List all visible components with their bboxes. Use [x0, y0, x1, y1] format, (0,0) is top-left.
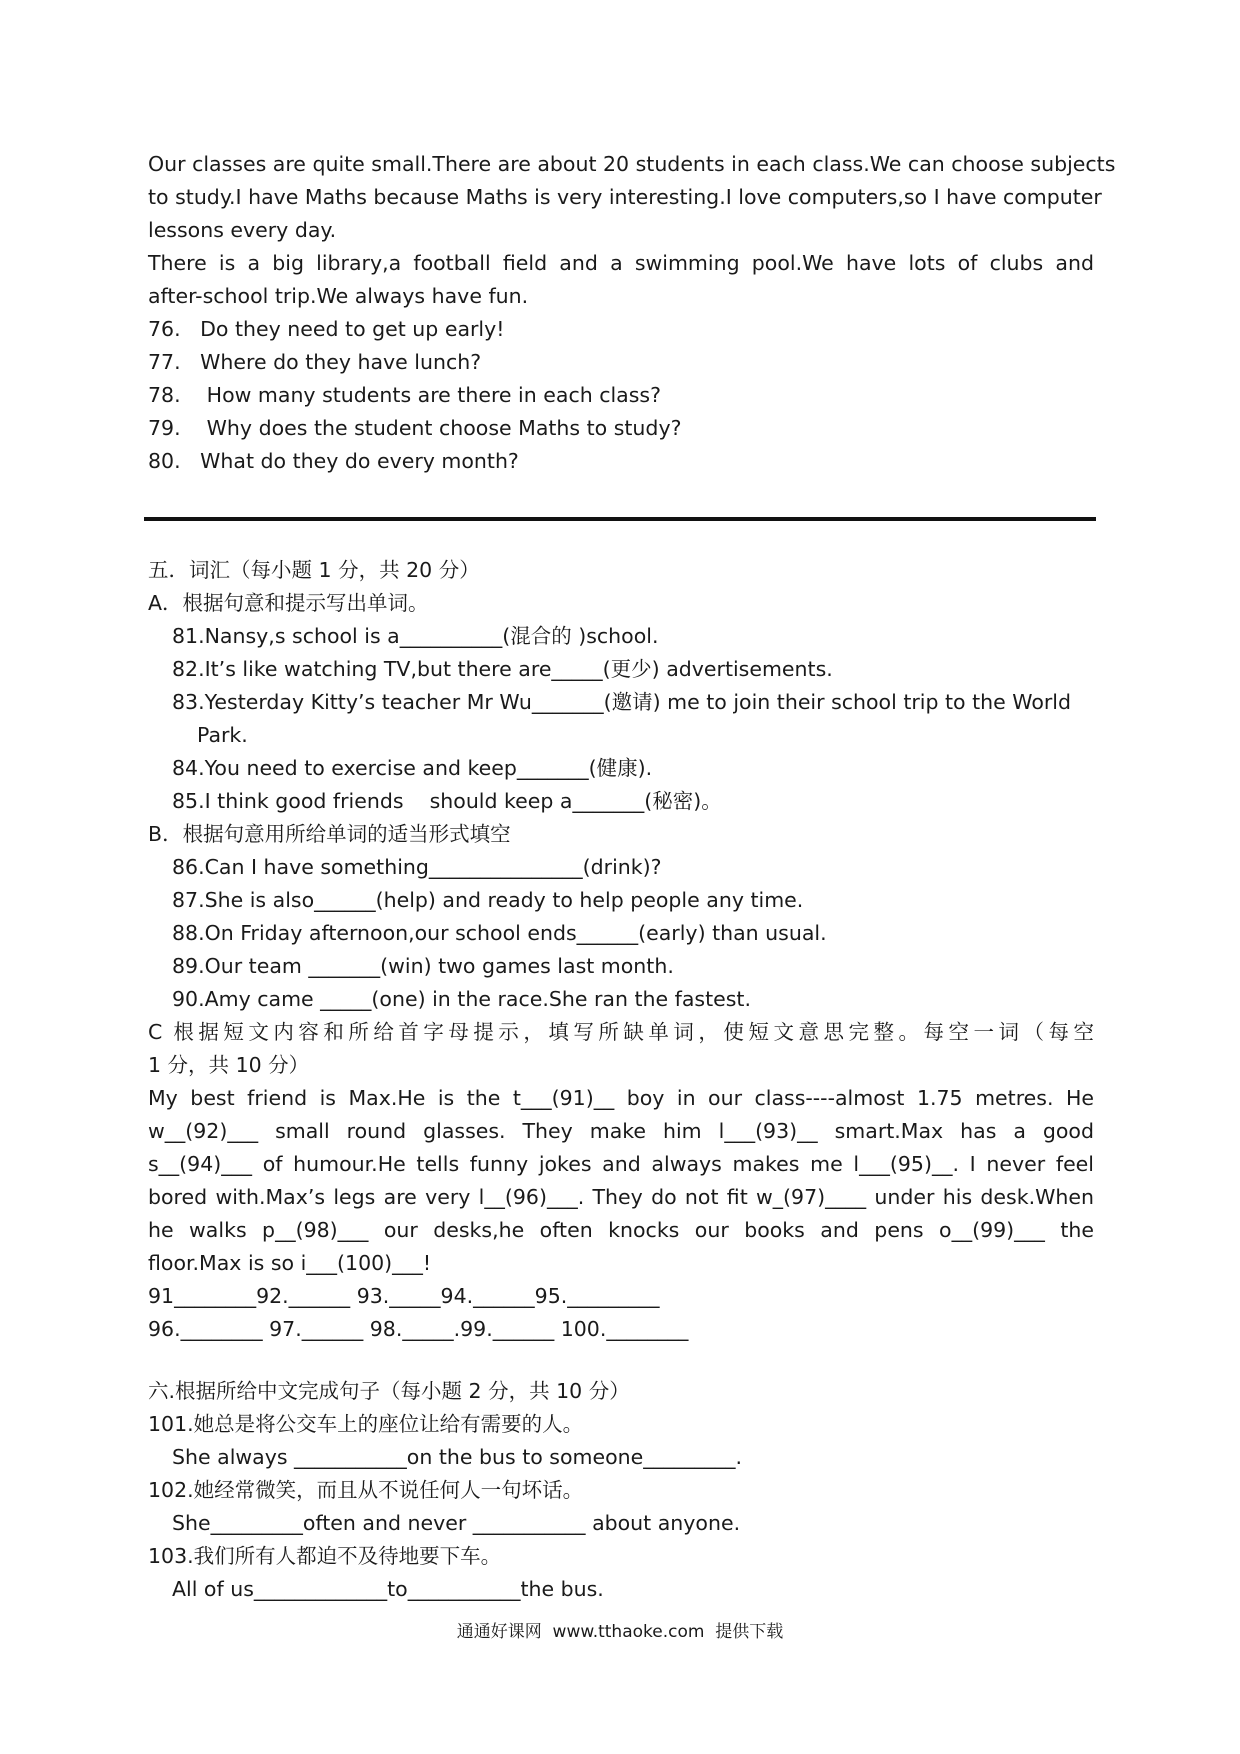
reading-line: There is a big library,a football field and a swimming pool.We have lots of clubs and [148, 251, 1094, 275]
question-76: 76. Do they need to get up early! [148, 317, 505, 341]
item-83: 83.Yesterday Kitty’s teacher Mr Wu_______(邀请) me to join their school trip to the World [172, 690, 1072, 714]
item-102-chinese: 102.她经常微笑，而且从不说任何人一句坏话。 [148, 1478, 584, 1502]
section-6-heading: 六.根据所给中文完成句子（每小题 2 分，共 10 分） [148, 1379, 630, 1403]
item-86: 86.Can I have something_______________(drink)? [172, 855, 662, 879]
item-103-chinese: 103.我们所有人都迫不及待地要下车。 [148, 1544, 502, 1568]
passage-line: floor.Max is so i___(100)___! [148, 1251, 432, 1275]
part-b-title: B．根据句意用所给单词的适当形式填空 [148, 822, 511, 846]
answer-line: 91________92.______ 93._____94.______95._________ [148, 1284, 660, 1308]
item-82: 82.It’s like watching TV,but there are_____(更少) advertisements. [172, 657, 833, 681]
item-84: 84.You need to exercise and keep_______(健康). [172, 756, 653, 780]
part-c-title: C 根据短文内容和所给首字母提示，填写所缺单词，使短文意思完整。每空一词（每空 [148, 1020, 1094, 1044]
item-81: 81.Nansy,s school is a__________(混合的 )school. [172, 624, 659, 648]
passage-line: w__(92)___ small round glasses. They make him l___(93)__ smart.Max has a good [148, 1119, 1094, 1143]
question-78: 78. How many students are there in each class? [148, 383, 661, 407]
passage-line: he walks p__(98)___ our desks,he often knocks our books and pens o__(99)___ the [148, 1218, 1094, 1242]
passage-line: My best friend is Max.He is the t___(91)__ boy in our class----almost 1.75 metres. He [148, 1086, 1094, 1110]
reading-line: to study.I have Maths because Maths is very interesting.I love computers,so I have computer [148, 185, 1102, 209]
question-80: 80. What do they do every month? [148, 449, 519, 473]
question-79: 79. Why does the student choose Maths to study? [148, 416, 682, 440]
section-5-heading: 五．词汇（每小题 1 分，共 20 分） [148, 558, 480, 582]
footer-text: 通通好课网 www.tthaoke.com 提供下载 [456, 1622, 784, 1642]
item-87: 87.She is also______(help) and ready to help people any time. [172, 888, 804, 912]
reading-line: after-school trip.We always have fun. [148, 284, 529, 308]
answer-line: 96.________ 97.______ 98._____.99.______ 100.________ [148, 1317, 689, 1341]
item-103-english: All of us_____________to___________the bus. [172, 1577, 604, 1601]
item-90: 90.Amy came _____(one) in the race.She ran the fastest. [172, 987, 751, 1011]
item-85: 85.I think good friends should keep a_______(秘密)。 [172, 789, 722, 813]
item-89: 89.Our team _______(win) two games last month. [172, 954, 674, 978]
part-a-title: A．根据句意和提示写出单词。 [148, 591, 429, 615]
item-101-english: She always ___________on the bus to someone_________. [172, 1445, 743, 1469]
part-c-title-continued: 1 分，共 10 分） [148, 1053, 310, 1077]
item-101-chinese: 101.她总是将公交车上的座位让给有需要的人。 [148, 1412, 584, 1436]
section-divider [144, 517, 1096, 521]
reading-line: Our classes are quite small.There are about 20 students in each class.We can choose subjects [148, 152, 1116, 176]
passage-line: s__(94)___ of humour.He tells funny jokes and always makes me l___(95)__. I never feel [148, 1152, 1094, 1176]
item-88: 88.On Friday afternoon,our school ends______(early) than usual. [172, 921, 827, 945]
item-83-continued: Park. [197, 723, 248, 747]
reading-line: lessons every day. [148, 218, 337, 242]
passage-line: bored with.Max’s legs are very l__(96)___. They do not fit w_(97)____ under his desk.When [148, 1185, 1094, 1209]
question-77: 77. Where do they have lunch? [148, 350, 482, 374]
item-102-english: She_________often and never ___________ about anyone. [172, 1511, 741, 1535]
